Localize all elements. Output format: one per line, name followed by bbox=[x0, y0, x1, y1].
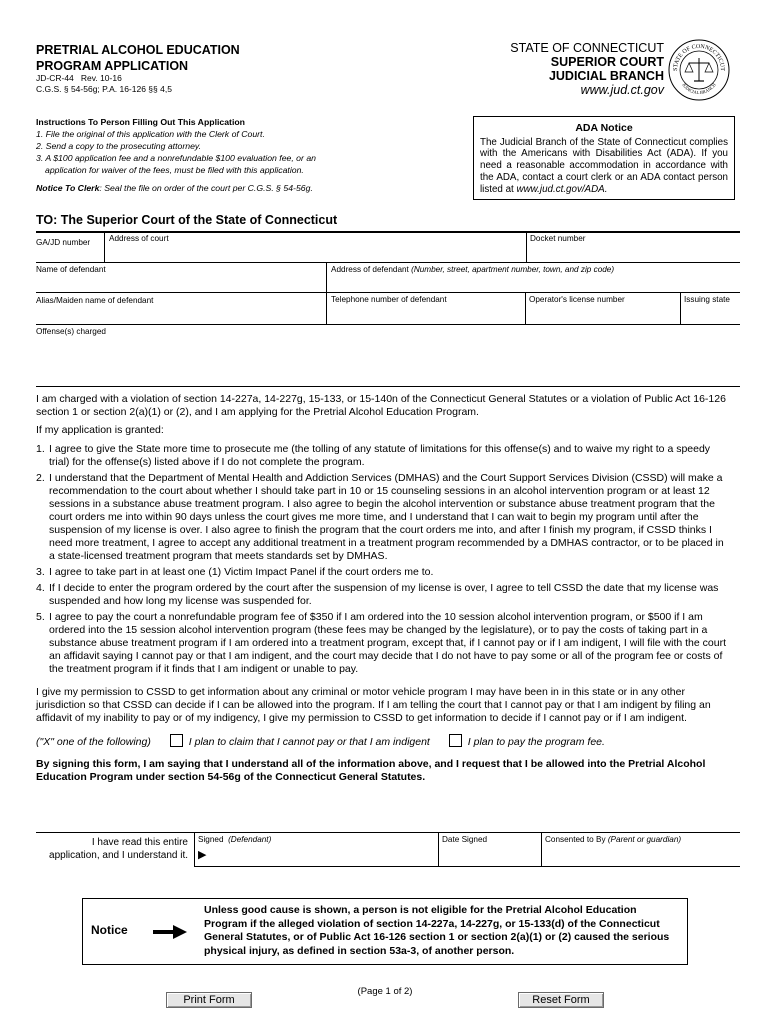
court-heading bbox=[510, 41, 664, 97]
statement-intro: I am charged with a violation of section 14-227a, 14-227g, 15-133, or 15-140n of the Connecticut General Statutes or a violation of Public Act 16-126 section 1 or section 2(a)(1) or (2), and I am applying for the Pretrial Alcohol Education Program. bbox=[36, 393, 726, 418]
website-url: www.jud.ct.gov bbox=[580, 83, 664, 97]
ada-notice-title: ADA Notice bbox=[575, 122, 633, 134]
agreement-item bbox=[36, 443, 728, 469]
instruction-item: application for waiver of the fees, must be filed with this application. bbox=[45, 165, 304, 175]
defendant-name-label: Name of defendant bbox=[36, 265, 106, 274]
if-granted: If my application is granted: bbox=[36, 424, 164, 436]
statute-reference: C.G.S. § 54-56g; P.A. 16-126 §§ 4,5 bbox=[36, 84, 172, 94]
notice-label: Notice bbox=[91, 923, 128, 937]
ada-notice-text bbox=[480, 137, 728, 196]
item-number: 4. bbox=[36, 582, 45, 594]
statement-body bbox=[36, 393, 728, 784]
offenses-label: Offense(s) charged bbox=[36, 327, 106, 336]
pay-fee-option-label: I plan to pay the program fee. bbox=[467, 736, 605, 748]
item-text: I agree to pay the court a nonrefundable program fee of $350 if I am ordered into the 10 session alcohol intervention program, or $500 if I am ordered into the 15 session alcohol intervention program (these fees may be changed by the legislature), or to pay the costs of taking part in a substance abuse treatment program if I am ordered into a treatment program, except that, if I cannot pay or if I am indigent, I will file with the court an affidavit saying I cannot pay or that I am indigent, and the court may decide that I do not have to pay some or all of the program fee or costs of the treatment program if it finds that I am indigent or unable to pay. bbox=[49, 611, 726, 675]
defendant-phone-label: Telephone number of defendant bbox=[331, 295, 447, 304]
form-divider bbox=[525, 292, 526, 324]
form-rule bbox=[36, 262, 740, 263]
defendant-address-field[interactable] bbox=[331, 265, 614, 275]
clerk-notice bbox=[36, 182, 436, 194]
consent-hint: (Parent or guardian) bbox=[607, 835, 682, 844]
defendant-address-label: Address of defendant bbox=[331, 265, 409, 274]
defendant-name-field[interactable] bbox=[36, 265, 106, 275]
signature-arrow-icon: ▶ bbox=[198, 849, 207, 861]
consent-label: Consented to By bbox=[545, 835, 606, 844]
issuing-state-field[interactable] bbox=[684, 295, 730, 305]
judicial-seal-icon bbox=[667, 38, 731, 102]
offenses-field[interactable] bbox=[36, 327, 106, 337]
alias-name-label: Alias/Maiden name of defendant bbox=[36, 296, 154, 305]
branch-name: JUDICIAL BRANCH bbox=[548, 69, 664, 83]
item-number: 2. bbox=[36, 472, 45, 484]
signature-top-rule bbox=[36, 832, 740, 833]
form-divider bbox=[104, 232, 105, 262]
agreement-item bbox=[36, 582, 728, 608]
print-form-button[interactable]: Print Form bbox=[166, 992, 252, 1008]
alias-name-field[interactable] bbox=[36, 296, 153, 306]
form-title bbox=[36, 42, 240, 74]
to-heading: TO: The Superior Court of the State of Connecticut bbox=[36, 213, 338, 227]
instructions-heading: Instructions To Person Filling Out This Application bbox=[36, 117, 245, 127]
ada-text: The Judicial Branch of the State of Connecticut complies with the Americans with Disabilities Act (ADA). If you need a reasonable accommodation in accordance with the ADA, contact a court clerk or an ADA contact person listed at bbox=[480, 136, 728, 195]
consent-field[interactable] bbox=[545, 835, 681, 844]
defendant-signature-field[interactable] bbox=[198, 835, 271, 844]
page-indicator: (Page 1 of 2) bbox=[357, 986, 413, 997]
agreement-item bbox=[36, 472, 728, 563]
item-text: I understand that the Department of Mental Health and Addiction Services (DMHAS) and the Court Support Services Division (CSSD) will make a recommendation to the court about whether I should take part in 10 or 15 counseling sessions in an alcohol intervention program or at least 12 sessions in a substance abuse treatment program. I also agree to begin the alcohol intervention or substance abuse treatment program that the court orders me into within 90 days unless the court gives me more time, and I understand that I can wait to begin my program until after the suspension of my license is over. I also agree to finish the program that the court orders me into, and after I finish my program, if CSSD thinks I need more treatment, I agree to accept any additional treatment in a treatment program recommended by a DMHAS contractor, or to be placed in a state-licensed treatment program that meets standards set by DMHAS. bbox=[49, 472, 724, 562]
agreement-list bbox=[36, 443, 728, 676]
reset-form-button[interactable]: Reset Form bbox=[518, 992, 604, 1008]
instruction-item: 1. File the original of this application with the Clerk of Court. bbox=[36, 129, 265, 139]
docket-number-label: Docket number bbox=[530, 234, 586, 243]
form-title-line1: PRETRIAL ALCOHOL EDUCATION bbox=[36, 43, 240, 57]
read-line1: I have read this entire bbox=[91, 837, 188, 848]
signed-hint: (Defendant) bbox=[228, 835, 272, 844]
agreement-item bbox=[36, 566, 728, 579]
instructions-block bbox=[36, 116, 436, 194]
x-one-instruction: ("X" one of the following) bbox=[36, 736, 151, 748]
state-name: STATE OF CONNECTICUT bbox=[510, 41, 664, 55]
item-text: I agree to give the State more time to prosecute me (the tolling of any statute of limitations for this offense(s) and to waive my right to a speedy trial) for the offense(s) listed above if I do not complete the program. bbox=[49, 443, 711, 468]
indigent-checkbox[interactable] bbox=[170, 734, 183, 747]
seal-bottom-text: JUDICIAL BRANCH bbox=[681, 82, 717, 96]
agreement-item bbox=[36, 611, 728, 676]
item-number: 1. bbox=[36, 443, 45, 455]
instruction-item: 2. Send a copy to the prosecuting attorney. bbox=[36, 141, 202, 151]
clerk-notice-label: Notice To Clerk bbox=[36, 183, 100, 193]
item-text: If I decide to enter the program ordered by the court after the suspension of my license is over, I agree to tell CSSD the date that my license was suspended and how long my license was suspended for. bbox=[49, 582, 719, 607]
notice-text: Unless good cause is shown, a person is not eligible for the Pretrial Alcohol Education Program if the alleged violation of section 14-227a, 14-227g, or 15-133(d) of the Connecticut General Statutes, or of Public Act 16-126 section 1 or section 2(a)(1) or (2) caused the serious physical injury, as defined in section 53a-3, of another person. bbox=[204, 904, 670, 957]
pay-fee-checkbox[interactable] bbox=[449, 734, 462, 747]
court-address-field[interactable] bbox=[109, 234, 169, 244]
instruction-item: 3. A $100 application fee and a nonrefundable $100 evaluation fee, or an bbox=[36, 153, 316, 163]
issuing-state-label: Issuing state bbox=[684, 295, 730, 304]
form-rule bbox=[36, 324, 740, 325]
date-signed-label: Date Signed bbox=[442, 835, 488, 844]
ada-link[interactable]: www.jud.ct.gov/ADA. bbox=[516, 183, 608, 195]
item-number: 5. bbox=[36, 611, 45, 623]
signature-bottom-rule bbox=[194, 866, 740, 867]
fee-choice-row bbox=[36, 734, 728, 749]
svg-text:JUDICIAL BRANCH bbox=[681, 82, 717, 95]
defendant-phone-field[interactable] bbox=[331, 295, 447, 305]
right-arrow-icon bbox=[153, 925, 187, 939]
form-divider bbox=[438, 832, 439, 866]
court-address-label: Address of court bbox=[109, 234, 169, 243]
ada-notice-box bbox=[473, 116, 735, 200]
docket-number-field[interactable] bbox=[530, 234, 586, 244]
permission-text: I give my permission to CSSD to get information about any criminal or motor vehicle program I may have been in in this state or in any other jurisdiction so that CSSD can decide if I can be allowed into the program. If I am telling the court that I cannot pay or that I am indigent by filing an affidavit of my inability to pay or of my indigency, I give my permission to CSSD to get information to decide if I cannot pay or if I am indigent. bbox=[36, 686, 711, 724]
form-divider bbox=[194, 832, 195, 866]
license-number-field[interactable] bbox=[529, 295, 625, 305]
indigent-option-label: I plan to claim that I cannot pay or that I am indigent bbox=[188, 736, 430, 748]
form-divider bbox=[326, 262, 327, 324]
signed-label: Signed bbox=[198, 835, 224, 844]
item-number: 3. bbox=[36, 566, 45, 578]
form-number: JD-CR-44 Rev. 10-16 bbox=[36, 73, 122, 83]
form-divider bbox=[541, 832, 542, 866]
gajd-number-field[interactable] bbox=[36, 238, 96, 248]
signing-statement: By signing this form, I am saying that I understand all of the information above, and I request that I be allowed into the Pretrial Alcohol Education Program under section 54-56g of the Connecticut General Statutes. bbox=[36, 758, 706, 783]
date-signed-field[interactable] bbox=[442, 835, 487, 844]
clerk-notice-text: : Seal the file on order of the court per C.G.S. § 54-56g. bbox=[99, 183, 313, 193]
form-number-block bbox=[36, 73, 172, 95]
form-top-rule bbox=[36, 231, 740, 233]
gajd-number-label: GA/JD number bbox=[36, 238, 91, 247]
license-number-label: Operator's license number bbox=[529, 295, 625, 304]
eligibility-notice-box bbox=[82, 898, 688, 965]
form-title-line2: PROGRAM APPLICATION bbox=[36, 59, 189, 73]
court-name: SUPERIOR COURT bbox=[550, 55, 664, 69]
item-text: I agree to take part in at least one (1) Victim Impact Panel if the court orders me to. bbox=[49, 566, 434, 578]
read-acknowledgment bbox=[36, 836, 188, 862]
form-divider bbox=[680, 292, 681, 324]
form-divider bbox=[526, 232, 527, 262]
form-rule bbox=[36, 292, 740, 293]
defendant-address-hint: (Number, street, apartment number, town, and zip code) bbox=[408, 265, 615, 274]
read-line2: application, and I understand it. bbox=[49, 850, 188, 861]
form-rule bbox=[36, 386, 740, 387]
seal-top-text: STATE OF CONNECTICUT bbox=[672, 43, 726, 72]
